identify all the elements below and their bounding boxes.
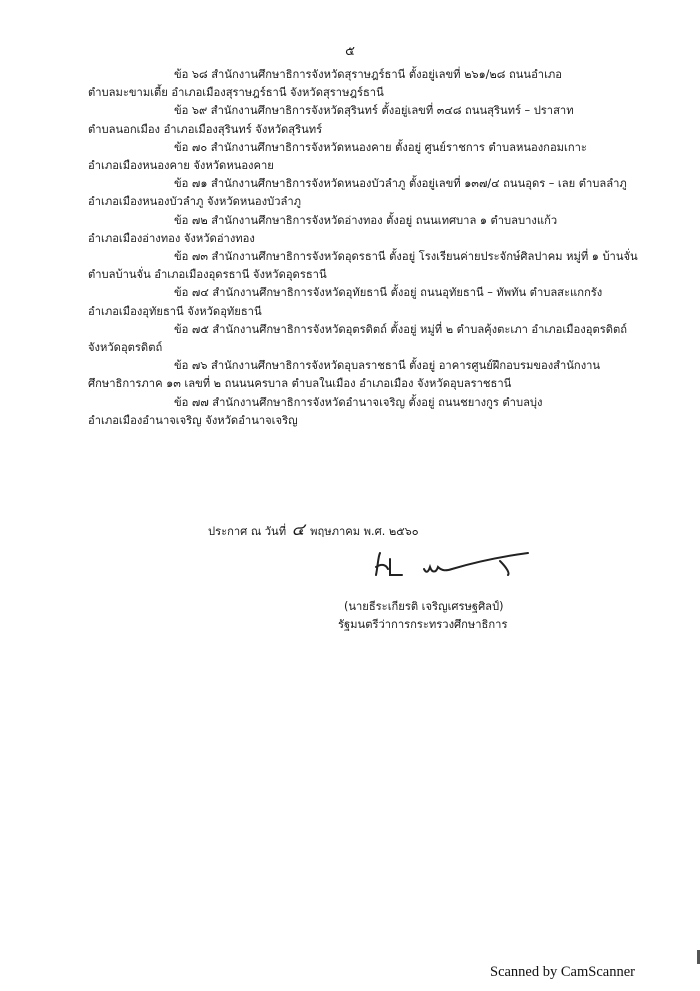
clause-73 — [88, 248, 638, 284]
clause-line: ข้อ ๗๔ สำนักงานศึกษาธิการจังหวัดอุทัยธานี ตั้งอยู่ ถนนอุทัยธานี – ทัพทัน ตำบลสะแกกรัง — [174, 286, 603, 300]
clause-line: ข้อ ๗๐ สำนักงานศึกษาธิการจังหวัดหนองคาย ตั้งอยู่ ศูนย์ราชการ ตำบลหนองกอมเกาะ — [174, 140, 587, 154]
clause-line: ศึกษาธิการภาค ๑๓ เลขที่ ๒ ถนนนครบาล ตำบลในเมือง อำเภอเมือง จังหวัดอุบลราชธานี — [88, 377, 512, 391]
clause-70 — [88, 139, 628, 175]
clause-line: ข้อ ๗๕ สำนักงานศึกษาธิการจังหวัดอุตรดิตถ์ ตั้งอยู่ หมู่ที่ ๒ ตำบลคุ้งตะเภา อำเภอเมืองอุตรดิตถ์ — [174, 322, 628, 336]
clause-line: อำเภอเมืองอุทัยธานี จังหวัดอุทัยธานี — [88, 304, 262, 318]
clause-line: ข้อ ๗๒ สำนักงานศึกษาธิการจังหวัดอ่างทอง ตั้งอยู่ ถนนเทศบาล ๑ ตำบลบางแก้ว — [174, 213, 558, 227]
clause-line: ตำบลนอกเมือง อำเภอเมืองสุรินทร์ จังหวัดสุรินทร์ — [88, 122, 323, 136]
clause-68 — [88, 66, 628, 102]
clause-76 — [88, 357, 628, 393]
clause-71 — [88, 175, 628, 211]
clause-line: ข้อ ๗๑ สำนักงานศึกษาธิการจังหวัดหนองบัวลำภู ตั้งอยู่เลขที่ ๑๓๗/๔ ถนนอุดร – เลย ตำบลลำภู — [174, 177, 627, 191]
clause-line: อำเภอเมืองหนองบัวลำภู จังหวัดหนองบัวลำภู — [88, 195, 301, 209]
announcement-prefix: ประกาศ ณ วันที่ — [208, 525, 287, 538]
clause-line: ตำบลบ้านจั่น อำเภอเมืองอุดรธานี จังหวัดอุดรธานี — [88, 268, 327, 282]
clause-line: อำเภอเมืองอำนาจเจริญ จังหวัดอำนาจเจริญ — [88, 413, 298, 427]
signer-position: รัฐมนตรีว่าการกระทรวงศึกษาธิการ — [338, 618, 508, 631]
clauses-body — [88, 66, 638, 430]
signer-name: (นายธีระเกียรติ เจริญเศรษฐศิลป์) — [344, 600, 504, 613]
announcement-date — [208, 516, 419, 543]
clause-line: อำเภอเมืองหนองคาย จังหวัดหนองคาย — [88, 159, 274, 173]
scanner-watermark: Scanned by CamScanner — [490, 964, 635, 980]
clause-line: อำเภอเมืองอ่างทอง จังหวัดอ่างทอง — [88, 231, 255, 245]
clause-line: จังหวัดอุตรดิตถ์ — [88, 341, 163, 355]
handwritten-day: ๔ — [291, 520, 305, 540]
page-number: ๕ — [345, 44, 355, 59]
clause-75 — [88, 321, 628, 357]
clause-line: ข้อ ๗๗ สำนักงานศึกษาธิการจังหวัดอำนาจเจริญ ตั้งอยู่ ถนนชยางกูร ตำบลบุ่ง — [174, 395, 543, 409]
clause-74 — [88, 284, 628, 320]
clause-line: ข้อ ๗๓ สำนักงานศึกษาธิการจังหวัดอุดรธานี ตั้งอยู่ โรงเรียนค่ายประจักษ์ศิลปาคม หมู่ที่ ๑ บ้านจั่น — [174, 250, 638, 264]
clause-77 — [88, 394, 628, 430]
clause-line: ข้อ ๗๖ สำนักงานศึกษาธิการจังหวัดอุบลราชธานี ตั้งอยู่ อาคารศูนย์ฝึกอบรมของสำนักงาน — [174, 359, 601, 373]
clause-69 — [88, 102, 628, 138]
signature-icon — [368, 545, 538, 585]
announcement-month-year: พฤษภาคม พ.ศ. ๒๕๖๐ — [310, 525, 419, 538]
clause-72 — [88, 212, 628, 248]
signer-block — [338, 598, 507, 634]
clause-line: ข้อ ๖๙ สำนักงานศึกษาธิการจังหวัดสุรินทร์ ตั้งอยู่เลขที่ ๓๔๘ ถนนสุรินทร์ – ปราสาท — [174, 104, 574, 118]
clause-line: ข้อ ๖๘ สำนักงานศึกษาธิการจังหวัดสุราษฎร์ธานี ตั้งอยู่เลขที่ ๒๖๑/๒๘ ถนนอำเภอ — [174, 68, 562, 81]
clause-line: ตำบลมะขามเตี้ย อำเภอเมืองสุราษฎร์ธานี จังหวัดสุราษฎร์ธานี — [88, 86, 384, 100]
